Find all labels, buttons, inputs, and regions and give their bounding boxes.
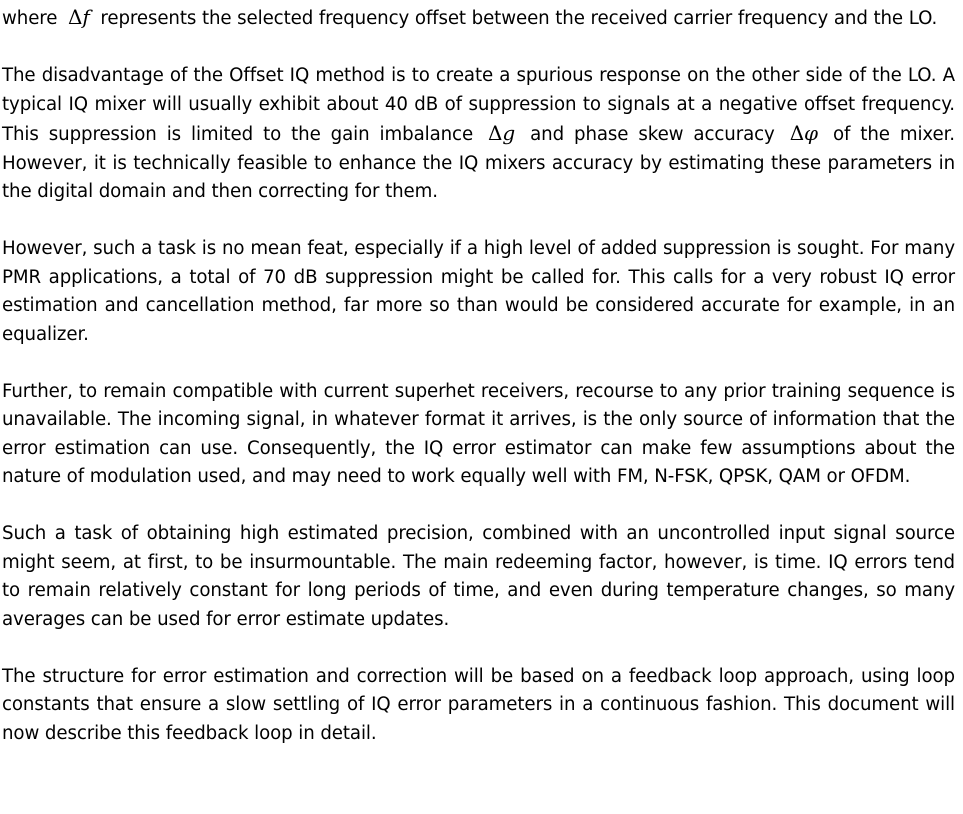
paragraph-text: where <box>2 8 64 29</box>
math-delta-phi: Δφ <box>789 121 818 145</box>
paragraph-suppression: However, such a task is no mean feat, especially if a high level of added suppression is sought. For many PMR applications, a total of 70 dB suppression might be called for. This calls for a very robust IQ error estimation and cancellation method, far more so than would be considered accurate for example, in an equalizer. <box>2 238 955 345</box>
paragraph-text: and phase skew accuracy <box>520 124 785 145</box>
paragraph-text: The disadvantage of the Offset IQ method is to create a spurious response on the other side of the LO. A typical IQ mixer will usually exhibit about 40 dB of suppression to signals at a negative offset frequency. This suppression is limited to the gain imbalance <box>2 65 955 145</box>
paragraph-precision: Such a task of obtaining high estimated precision, combined with an uncontrolled input signal source might seem, at first, to be insurmountable. The main redeeming factor, however, is time. IQ errors tend to remain relatively constant for long periods of time, and even during temperature changes, so many averages can be used for error estimate updates. <box>2 523 955 630</box>
math-delta-f: Δf <box>68 5 90 29</box>
paragraph-text: represents the selected frequency offset between the received carrier frequency and the LO. <box>94 8 938 29</box>
math-delta-g: Δg <box>488 121 516 145</box>
paragraph-text: of the mixer. However, it is technically feasible to enhance the IQ mixers accuracy by estimating these parameters in the digital domain and then correcting for them. <box>2 124 955 202</box>
document-body <box>2 3 955 777</box>
paragraph-frequency-offset <box>2 3 955 34</box>
paragraph-feedback-loop: The structure for error estimation and correction will be based on a feedback loop approach, using loop constants that ensure a slow settling of IQ error parameters in a continuous fashion. This document will now describe this feedback loop in detail. <box>2 665 955 744</box>
paragraph-disadvantage <box>2 62 955 207</box>
paragraph-compatibility: Further, to remain compatible with current superhet receivers, recourse to any prior training sequence is unavailable. The incoming signal, in whatever format it arrives, is the only source of information that the error estimation can use. Consequently, the IQ error estimator can make few assumptions about the nature of modulation used, and may need to work equally well with FM, N-FSK, QPSK, QAM or OFDM. <box>2 380 955 487</box>
